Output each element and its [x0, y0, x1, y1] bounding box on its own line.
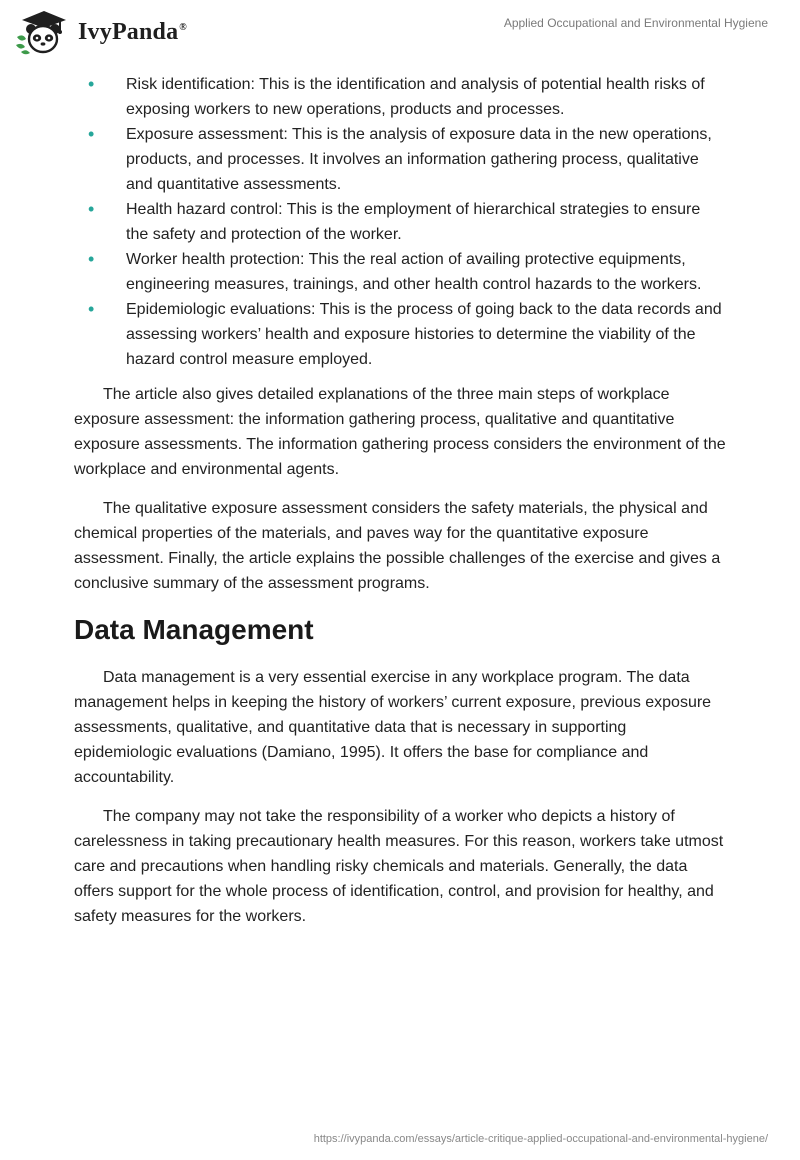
list-item: • Worker health protection: This the real action of availing protective equipments, engineering measures, trainings, and other health control hazards to the workers.: [88, 249, 702, 293]
paragraph: The qualitative exposure assessment considers the safety materials, the physical and chemical properties of the materials, and paves way for the quantitative exposure assessment. Finally, the article explains the possible challenges of the exercise and gives a conclusive summary of the assessment programs.: [74, 500, 721, 592]
ivypanda-logo[interactable]: [14, 9, 187, 55]
bullet-dot-icon: •: [88, 199, 95, 219]
source-url[interactable]: https://ivypanda.com/essays/article-critique-applied-occupational-and-environmental-hygiene/: [313, 1133, 768, 1145]
page-header: [0, 0, 800, 60]
article-body: [74, 72, 726, 943]
list-item: • Epidemiologic evaluations: This is the process of going back to the data records and assessing workers’ health and exposure histories to determine the viability of the hazard control measure employed.: [88, 299, 722, 368]
list-item: • Exposure assessment: This is the analysis of exposure data in the new operations, products, and processes. It involves an information gathering process, qualitative and quantitative assessments.: [88, 124, 712, 193]
bullet-dot-icon: •: [88, 299, 95, 319]
paragraph: The article also gives detailed explanations of the three main steps of workplace exposure assessment: the information gathering process, qualitative and quantitative exposure assessments. The information gathering process considers the environment of the workplace and environmental agents.: [74, 386, 726, 478]
list-item: • Health hazard control: This is the employment of hierarchical strategies to ensure the safety and protection of the worker.: [88, 199, 701, 243]
document-title: Applied Occupational and Environmental Hygiene: [503, 16, 768, 30]
assessment-steps-list: [74, 72, 726, 372]
logo-text: IvyPanda®: [78, 18, 187, 45]
bullet-dot-icon: •: [88, 74, 95, 94]
panda-graduate-icon: [14, 9, 70, 55]
bullet-dot-icon: •: [88, 249, 95, 269]
registered-mark: ®: [179, 21, 187, 33]
list-item: • Risk identification: This is the identification and analysis of potential health risks of exposing workers to new operations, products and processes.: [88, 74, 705, 118]
section-heading: Data Management: [74, 614, 314, 645]
paragraph: Data management is a very essential exercise in any workplace program. The data management helps in keeping the history of workers’ current exposure, previous exposure assessments, qualitative, and quantitative data that is necessary in supporting epidemiologic evaluations (Damiano, 1995). It offers the base for compliance and accountability.: [74, 669, 712, 786]
paragraph: The company may not take the responsibility of a worker who depicts a history of carelessness in taking precautionary health measures. For this reason, workers take utmost care and precautions when handling risky chemicals and materials. Generally, the data offers support for the whole process of identification, control, and provision for healthy, and safety measures for the workers.: [74, 808, 724, 925]
bullet-dot-icon: •: [88, 124, 95, 144]
